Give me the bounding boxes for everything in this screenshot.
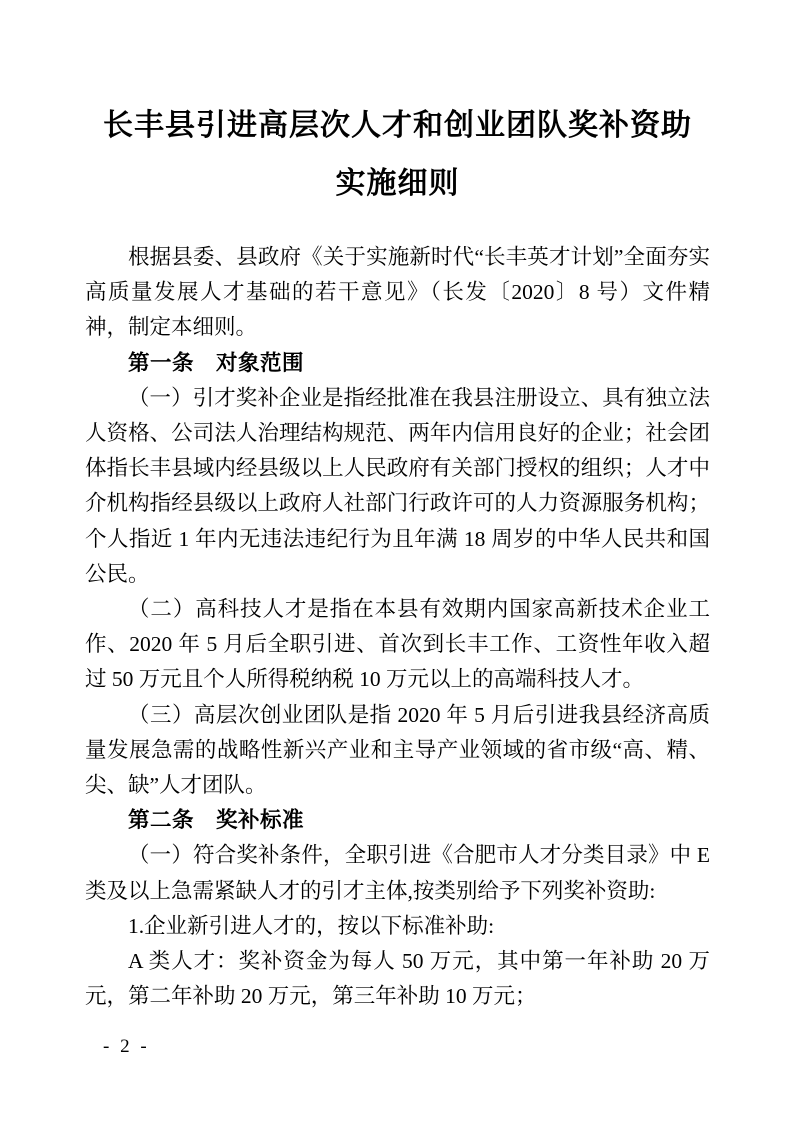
section-heading-article-1: 第一条 对象范围: [128, 350, 305, 375]
document-title-line2: 实施细则: [335, 167, 460, 200]
paragraph-article1-item2: （二）高科技人才是指在本县有效期内国家高新技术企业工作、2020 年 5 月后全职引进、首次到长丰工作、工资性年收入超过 50 万元且个人所得税纳税 10 万元以上的高端科技人才。: [85, 597, 710, 692]
document-title-line1: 长丰县引进高层次人才和创业团队奖补资助: [103, 109, 692, 142]
paragraph-article1-item3: （三）高层次创业团队是指 2020 年 5 月后引进我县经济高质量发展急需的战略性新兴产业和主导产业领域的省市级“高、精、尖、缺”人才团队。: [85, 702, 710, 798]
paragraph-article2-item1: （一）符合奖补条件，全职引进《合肥市人才分类目录》中 E 类及以上急需紧缺人才的引才主体,按类别给予下列奖补资助:: [85, 843, 710, 903]
page-number: - 2 -: [103, 1036, 150, 1057]
paragraph-article1-item1: （一）引才奖补企业是指经批准在我县注册设立、具有独立法人资格、公司法人治理结构规范、两年内信用良好的企业；社会团体指长丰县域内经县级以上人民政府有关部门授权的组织；人才中介机构指经县级以上政府人社部门行政许可的人力资源服务机构；个人指近 1 年内无违法违纪行为且年满 18 周岁的中华人民共和国公民。: [85, 385, 710, 586]
paragraph-article2-class-a: A 类人才：奖补资金为每人 50 万元，其中第一年补助 20 万元，第二年补助 20 万元，第三年补助 10 万元；: [85, 949, 710, 1009]
document-title: [85, 97, 710, 213]
paragraph-basis: 根据县委、县政府《关于实施新时代“长丰英才计划”全面夯实高质量发展人才基础的若干意见》（长发〔2020〕8 号）文件精神，制定本细则。: [85, 245, 710, 340]
section-heading-article-2: 第二条 奖补标准: [128, 808, 305, 833]
paragraph-article2-sub1: 1.企业新引进人才的，按以下标准补助:: [128, 913, 495, 938]
document-body: [85, 240, 710, 1014]
